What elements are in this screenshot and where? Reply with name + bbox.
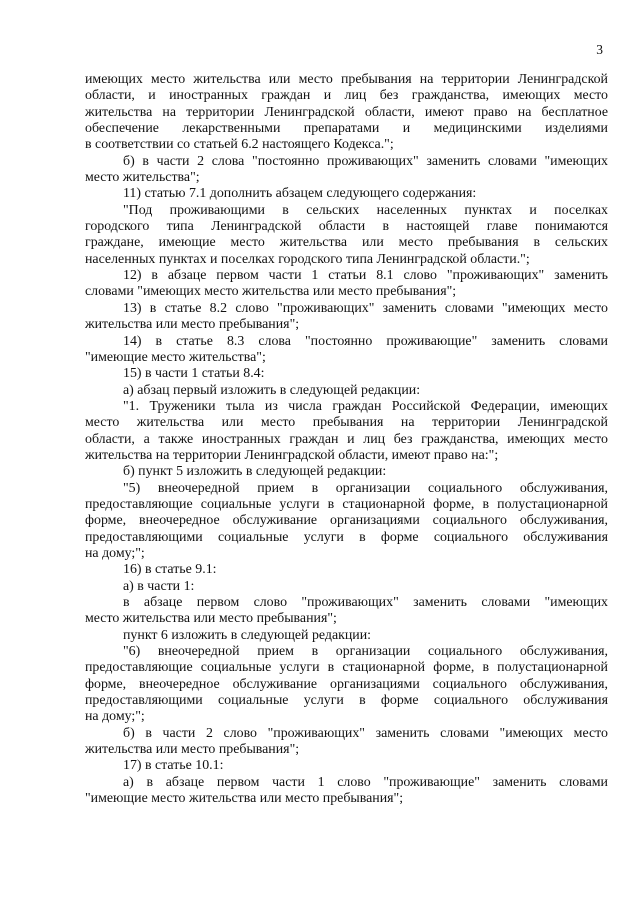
text-line: 13) в статье 8.2 слово "проживающих" заменить словами "имеющих место [123, 300, 608, 316]
text-line: а) в абзаце первом части 1 слово "проживающие" заменить словами [123, 774, 608, 790]
page-number: 3 [596, 42, 603, 57]
text-line: а) абзац первый изложить в следующей редакции: [123, 382, 421, 398]
text-line: 14) в статье 8.3 слова "постоянно проживающие" заменить словами [123, 333, 608, 349]
text-line: населенных пунктах и поселках городского типа Ленинградской области."; [85, 251, 530, 267]
text-line: предоставляющие социальные услуги в стационарной форме, в полустационарной [85, 660, 608, 676]
text-line: "имеющие место жительства или место пребывания"; [85, 791, 404, 807]
text-line: форме, внеочередное обслуживание организациями социального обслуживания, [85, 676, 608, 692]
text-line: области, а также иностранных граждан и лиц без гражданства, имеющих место [85, 431, 608, 447]
text-line: "6) внеочередной прием в организации социального обслуживания, [123, 644, 608, 660]
text-line: граждане, имеющие место жительства или место пребывания в сельских [85, 235, 608, 251]
text-line: "5) внеочередной прием в организации социального обслуживания, [123, 480, 608, 496]
text-line: жительства на территории Ленинградской области, имеют право на:"; [85, 447, 499, 463]
text-line: "имеющие место жительства"; [85, 349, 266, 365]
text-line: 11) статью 7.1 дополнить абзацем следующего содержания: [123, 186, 477, 202]
text-line: б) пункт 5 изложить в следующей редакции: [123, 464, 387, 480]
text-line: "Под проживающими в сельских населенных пунктах и поселках [123, 202, 608, 218]
text-line: 17) в статье 10.1: [123, 758, 224, 774]
text-line: б) в части 2 слова "постоянно проживающих" заменить словами "имеющих [123, 153, 608, 169]
text-line: жительства или место пребывания"; [85, 317, 300, 333]
document-body [85, 72, 608, 807]
text-line: место жительства или место пребывания"; [85, 611, 337, 627]
text-line: на дому;"; [85, 709, 145, 725]
text-line: форме, внеочередное обслуживание организациями социального обслуживания, [85, 513, 608, 529]
text-line: 16) в статье 9.1: [123, 562, 217, 578]
text-line: предоставляющими социальные услуги в форме социального обслуживания [85, 693, 608, 709]
text-line: место жительства"; [85, 170, 200, 186]
text-line: в абзаце первом слово "проживающих" заменить словами "имеющих [123, 595, 608, 610]
text-line: предоставляющие социальные услуги в стационарной форме, в полустационарной [85, 496, 608, 512]
text-line: б) в части 2 слово "проживающих" заменить словами "имеющих место [123, 725, 608, 741]
text-line: "1. Труженики тыла из числа граждан Российской Федерации, имеющих [123, 398, 608, 414]
text-line: в соответствии со статьей 6.2 настоящего Кодекса."; [85, 137, 394, 153]
text-line: городского типа Ленинградской области в настоящей главе понимаются [85, 219, 608, 235]
text-line: предоставляющими социальные услуги в форме социального обслуживания [85, 529, 608, 545]
text-line: 15) в части 1 статьи 8.4: [123, 366, 265, 382]
text-line: а) в части 1: [123, 578, 195, 594]
text-line: пункт 6 изложить в следующей редакции: [123, 627, 372, 643]
text-line: жительства или место пребывания"; [85, 742, 300, 758]
text-line: жительства на территории Ленинградской области, имеют право на бесплатное [85, 104, 608, 120]
text-line: на дому;"; [85, 545, 145, 561]
text-line: 12) в абзаце первом части 1 статьи 8.1 слово "проживающих" заменить [123, 268, 608, 284]
text-line: место жительства или место пребывания на территории Ленинградской [85, 415, 608, 431]
text-line: обеспечение лекарственными препаратами и медицинскими изделиями [85, 121, 608, 137]
text-line: области, и иностранных граждан и лиц без гражданства, имеющих место [85, 88, 608, 104]
text-line: словами "имеющих место жительства или место пребывания"; [85, 284, 457, 300]
text-line: имеющих место жительства или место пребывания на территории Ленинградской [85, 72, 608, 87]
